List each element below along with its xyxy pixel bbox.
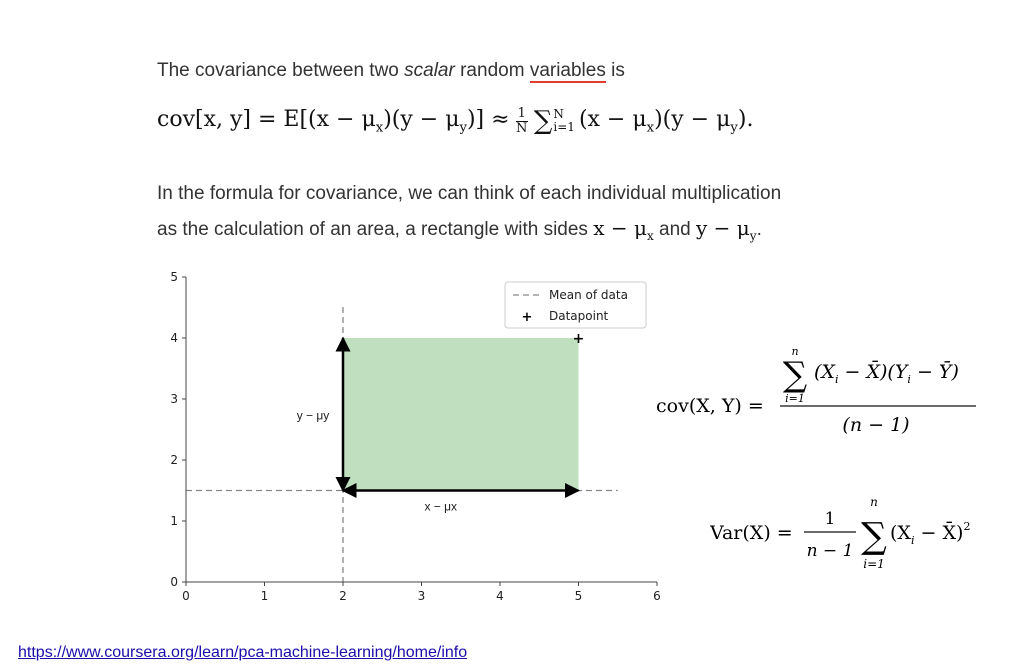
explanation-line-2 bbox=[157, 211, 781, 253]
spellcheck-underlined-word: variables bbox=[529, 60, 606, 81]
cov-numerator: ($X_i$ − $X̄)(Y_i$ − Ȳ) bbox=[814, 361, 959, 386]
sum-upper-limit: n bbox=[791, 345, 799, 358]
x-deviation-label: x − μx bbox=[424, 499, 458, 514]
x-tick-label: 4 bbox=[496, 589, 504, 603]
term-y-subscript: y bbox=[749, 229, 757, 243]
intro-sentence bbox=[157, 60, 625, 82]
intro-text-middle: random bbox=[454, 60, 530, 81]
intro-text-end: is bbox=[605, 60, 625, 81]
source-link[interactable]: https://www.coursera.org/learn/pca-machine-learning/home/info bbox=[18, 644, 468, 661]
fraction-numerator: 1 bbox=[517, 105, 526, 121]
term-y-text: y − μ bbox=[696, 216, 750, 240]
y-deviation-label: y − μy bbox=[296, 408, 330, 423]
formula-subscript: x bbox=[375, 120, 384, 136]
explanation-period: . bbox=[756, 219, 762, 240]
formula-text: )(y − μ bbox=[383, 106, 460, 132]
sum-upper-limit: n bbox=[870, 495, 878, 509]
sample-covariance-formula bbox=[656, 340, 986, 440]
sum-upper-limit: N bbox=[553, 107, 564, 121]
x-tick-label: 5 bbox=[574, 589, 583, 603]
var-lhs: Var(X) = bbox=[710, 522, 793, 544]
variance-formula bbox=[710, 494, 1000, 574]
intro-italic-word: scalar bbox=[404, 60, 455, 81]
formula-subscript: y bbox=[459, 120, 467, 136]
formula-text: cov[x, y] = E[(x − μ bbox=[157, 106, 376, 132]
fraction-denominator: N bbox=[516, 120, 528, 136]
datapoint-marker: + bbox=[572, 331, 585, 347]
term-x-text: x − μ bbox=[593, 216, 647, 240]
legend-datapoint-swatch: + bbox=[521, 310, 533, 325]
formula-text: (x − μ bbox=[578, 106, 647, 132]
sum-lower-limit: i=1 bbox=[863, 557, 885, 571]
x-tick-label: 3 bbox=[417, 589, 426, 603]
covariance-expectation-formula bbox=[157, 106, 753, 136]
fraction-denominator: n − 1 bbox=[806, 541, 854, 561]
x-tick-label: 1 bbox=[260, 589, 269, 603]
y-tick-label: 2 bbox=[170, 453, 178, 467]
term-y bbox=[696, 216, 757, 243]
explanation-paragraph bbox=[157, 177, 781, 253]
formula-subscript: x bbox=[646, 120, 655, 136]
x-tick-label: 2 bbox=[339, 589, 347, 603]
sigma-symbol: ∑ bbox=[533, 106, 553, 136]
intro-text: The covariance between two bbox=[157, 60, 405, 81]
sigma-symbol: ∑ bbox=[782, 355, 808, 395]
legend-datapoint-label: Datapoint bbox=[549, 309, 609, 323]
cov-denominator: (n − 1) bbox=[842, 414, 910, 436]
formula-text: )] ≈ bbox=[466, 106, 510, 132]
term-x-subscript: x bbox=[646, 229, 654, 243]
explanation-connector: and bbox=[653, 219, 696, 240]
sum-lower-limit: i=1 bbox=[553, 120, 575, 134]
sigma-symbol: ∑ bbox=[861, 516, 887, 557]
one-over-n-fraction bbox=[516, 107, 528, 136]
formula-subscript: y bbox=[730, 120, 738, 136]
fraction-numerator: 1 bbox=[824, 509, 836, 529]
term-x bbox=[593, 216, 654, 243]
x-tick-label: 0 bbox=[182, 589, 190, 603]
covariance-rectangle-chart bbox=[155, 262, 675, 612]
formula-text: )(y − μ bbox=[654, 106, 731, 132]
y-tick-label: 0 bbox=[170, 575, 178, 589]
explanation-text: as the calculation of an area, a rectangle with sides bbox=[157, 219, 594, 240]
var-body: ($X_i$ − X̄)$^2$ bbox=[890, 520, 971, 547]
legend-mean-label: Mean of data bbox=[549, 288, 628, 302]
y-tick-label: 3 bbox=[170, 392, 178, 406]
formula-text: ). bbox=[737, 106, 754, 132]
explanation-line-1: In the formula for covariance, we can think of each individual multiplication bbox=[157, 183, 782, 204]
y-tick-label: 4 bbox=[170, 331, 178, 345]
summation bbox=[534, 106, 575, 136]
area-rectangle bbox=[343, 338, 579, 491]
y-tick-label: 1 bbox=[170, 514, 178, 528]
sum-lower-limit: i=1 bbox=[785, 392, 805, 405]
y-tick-label: 5 bbox=[170, 270, 178, 284]
x-tick-label: 6 bbox=[653, 589, 661, 603]
cov-lhs: cov(X, Y) = bbox=[656, 395, 764, 417]
